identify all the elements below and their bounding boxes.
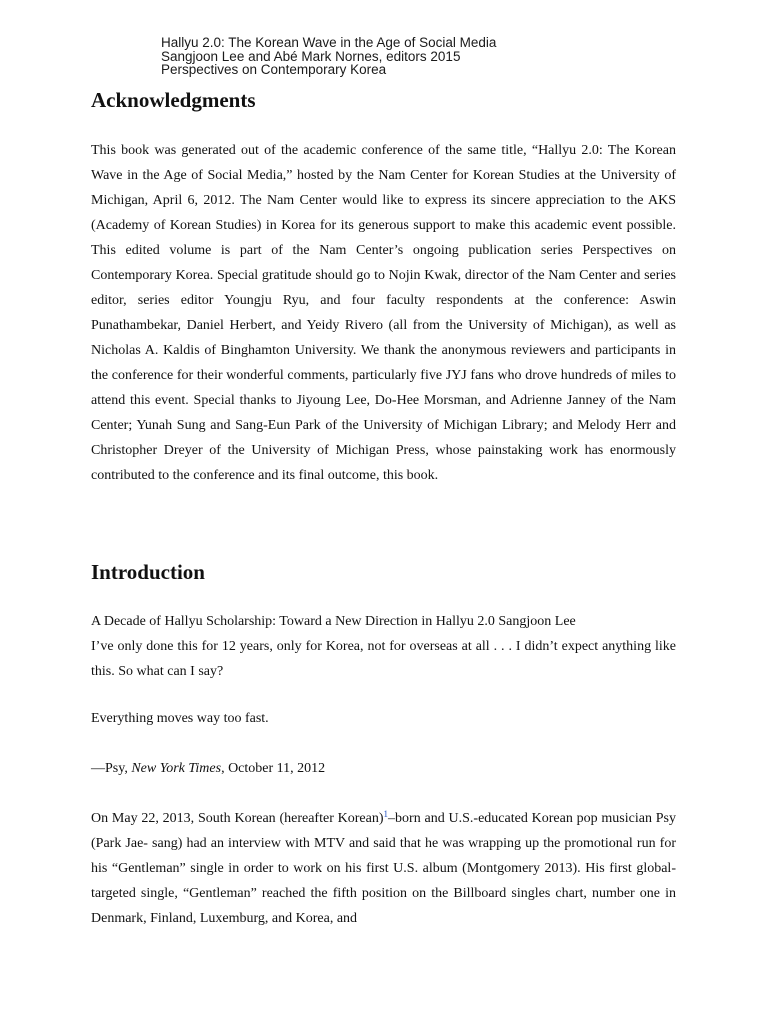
epigraph-quote-continued: Everything moves way too fast.: [91, 711, 269, 726]
introduction-body-paragraph: [91, 806, 676, 931]
attribution-source: New York Times: [131, 761, 222, 776]
running-header: [161, 36, 496, 77]
epigraph-attribution: [91, 756, 325, 781]
epigraph-quote: I’ve only done this for 12 years, only for Korea, not for overseas at all . . . I didn’t expect anything like this. So what can I say?: [91, 639, 676, 679]
chapter-subtitle: A Decade of Hallyu Scholarship: Toward a New Direction in Hallyu 2.0 Sangjoon Lee: [91, 614, 576, 629]
attribution-date: , October 11, 2012: [221, 761, 326, 776]
acknowledgments-heading: Acknowledgments: [91, 88, 256, 112]
header-editors: Sangjoon Lee and Abé Mark Nornes, editors 2015: [161, 48, 461, 64]
header-book-title: Hallyu 2.0: The Korean Wave in the Age of Social Media: [161, 35, 497, 50]
body-text-start: On May 22, 2013, South Korean (hereafter Korean): [91, 811, 384, 826]
acknowledgments-paragraph: This book was generated out of the academic conference of the same title, “Hallyu 2.0: The Korean Wave in the Age of Social Media,” hosted by the Nam Center for Korean Studies at the University of Michigan, April 6, 2012. The Nam Center would like to express its sincere appreciation to the AKS (Academy of Korean Studies) in Korea for its generous support to make this academic event possible. This edited volume is part of the Nam Center’s ongoing publication series Perspectives on Contemporary Korea. Special gratitude should go to Nojin Kwak, director of the Nam Center and series editor, series editor Youngju Ryu, and four faculty respondents at the conference: Aswin Punathambekar, Daniel Herbert, and Yeidy Rivero (all from the University of Michigan), as well as Nicholas A. Kaldis of Binghamton University. We thank the anonymous reviewers and participants in the conference for their wonderful comments, particularly five JYJ fans who drove hundreds of miles to attend this event. Special thanks to Jiyoung Lee, Do-Hee Morsman, and Adrienne Janney of the Nam Center; Yunah Sung and Sang-Eun Park of the University of Michigan Library; and Melody Herr and Christopher Dreyer of the University of Michigan Press, whose painstaking work has enormously contributed to the conference and its final outcome, this book.: [91, 143, 676, 483]
header-series: Perspectives on Contemporary Korea: [161, 62, 387, 77]
body-text-rest: –born and U.S.-educated Korean pop musician Psy (Park Jae- sang) had an interview with MTV and said that he was wrapping up the promotional run for his “Gentleman” single in order to work on his first U.S. album (Montgomery 2013). His first global-targeted single, “Gentleman” reached the fifth position on the Billboard singles chart, number one in Denmark, Finland, Luxemburg, and Korea, and: [91, 811, 677, 926]
introduction-heading: Introduction: [91, 560, 205, 584]
attribution-prefix: —Psy,: [91, 761, 132, 776]
footnote-link[interactable]: 1: [383, 809, 389, 819]
